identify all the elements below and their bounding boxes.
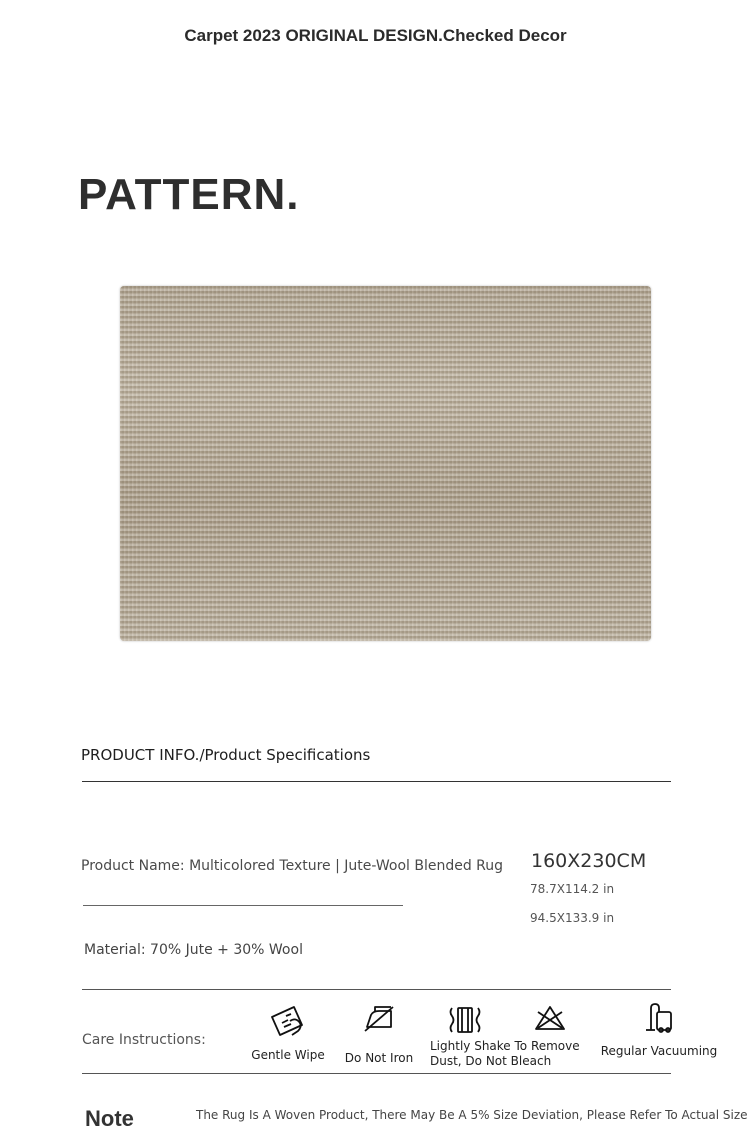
rug-product-image	[120, 286, 651, 641]
material-divider	[82, 989, 671, 990]
care-instructions-label: Care Instructions:	[82, 1032, 206, 1048]
note-text: The Rug Is A Woven Product, There May Be A 5% Size Deviation, Please Refer To Actual Size	[196, 1108, 748, 1122]
care-vacuum	[600, 1002, 718, 1059]
care-label-shake-line2: Dust, Do Not Bleach	[430, 1054, 552, 1068]
material-spec: Material: 70% Jute + 30% Wool	[84, 942, 303, 958]
section-divider	[82, 781, 671, 782]
product-info-heading: PRODUCT INFO./Product Specifications	[81, 746, 371, 764]
care-label-vacuum: Regular Vacuuming	[600, 1044, 718, 1058]
care-divider	[82, 1073, 671, 1074]
care-gentle-wipe	[248, 1003, 328, 1063]
care-label-shake-line1: Lightly Shake To Remove	[430, 1039, 580, 1053]
do-not-iron-icon	[361, 1003, 397, 1035]
shake-icon	[447, 1005, 483, 1035]
care-do-not-bleach	[532, 1004, 568, 1032]
size-inches-2: 94.5X133.9 in	[530, 911, 615, 925]
product-name: Product Name: Multicolored Texture | Jute-Wool Blended Rug	[81, 858, 504, 874]
care-label-gentle-wipe: Gentle Wipe	[251, 1048, 325, 1062]
care-label-do-not-iron: Do Not Iron	[344, 1051, 414, 1065]
do-not-bleach-icon	[533, 1004, 567, 1032]
size-cm: 160X230CM	[531, 850, 647, 872]
care-do-not-iron	[340, 1003, 418, 1066]
note-heading: Note	[85, 1106, 134, 1131]
vacuum-icon	[641, 1002, 677, 1034]
size-inches-1: 78.7X114.2 in	[530, 882, 615, 896]
page-title: Carpet 2023 ORIGINAL DESIGN.Checked Decor	[184, 26, 567, 45]
pattern-heading: PATTERN.	[78, 170, 300, 219]
gentle-wipe-icon	[268, 1003, 308, 1039]
product-name-divider	[83, 905, 403, 906]
